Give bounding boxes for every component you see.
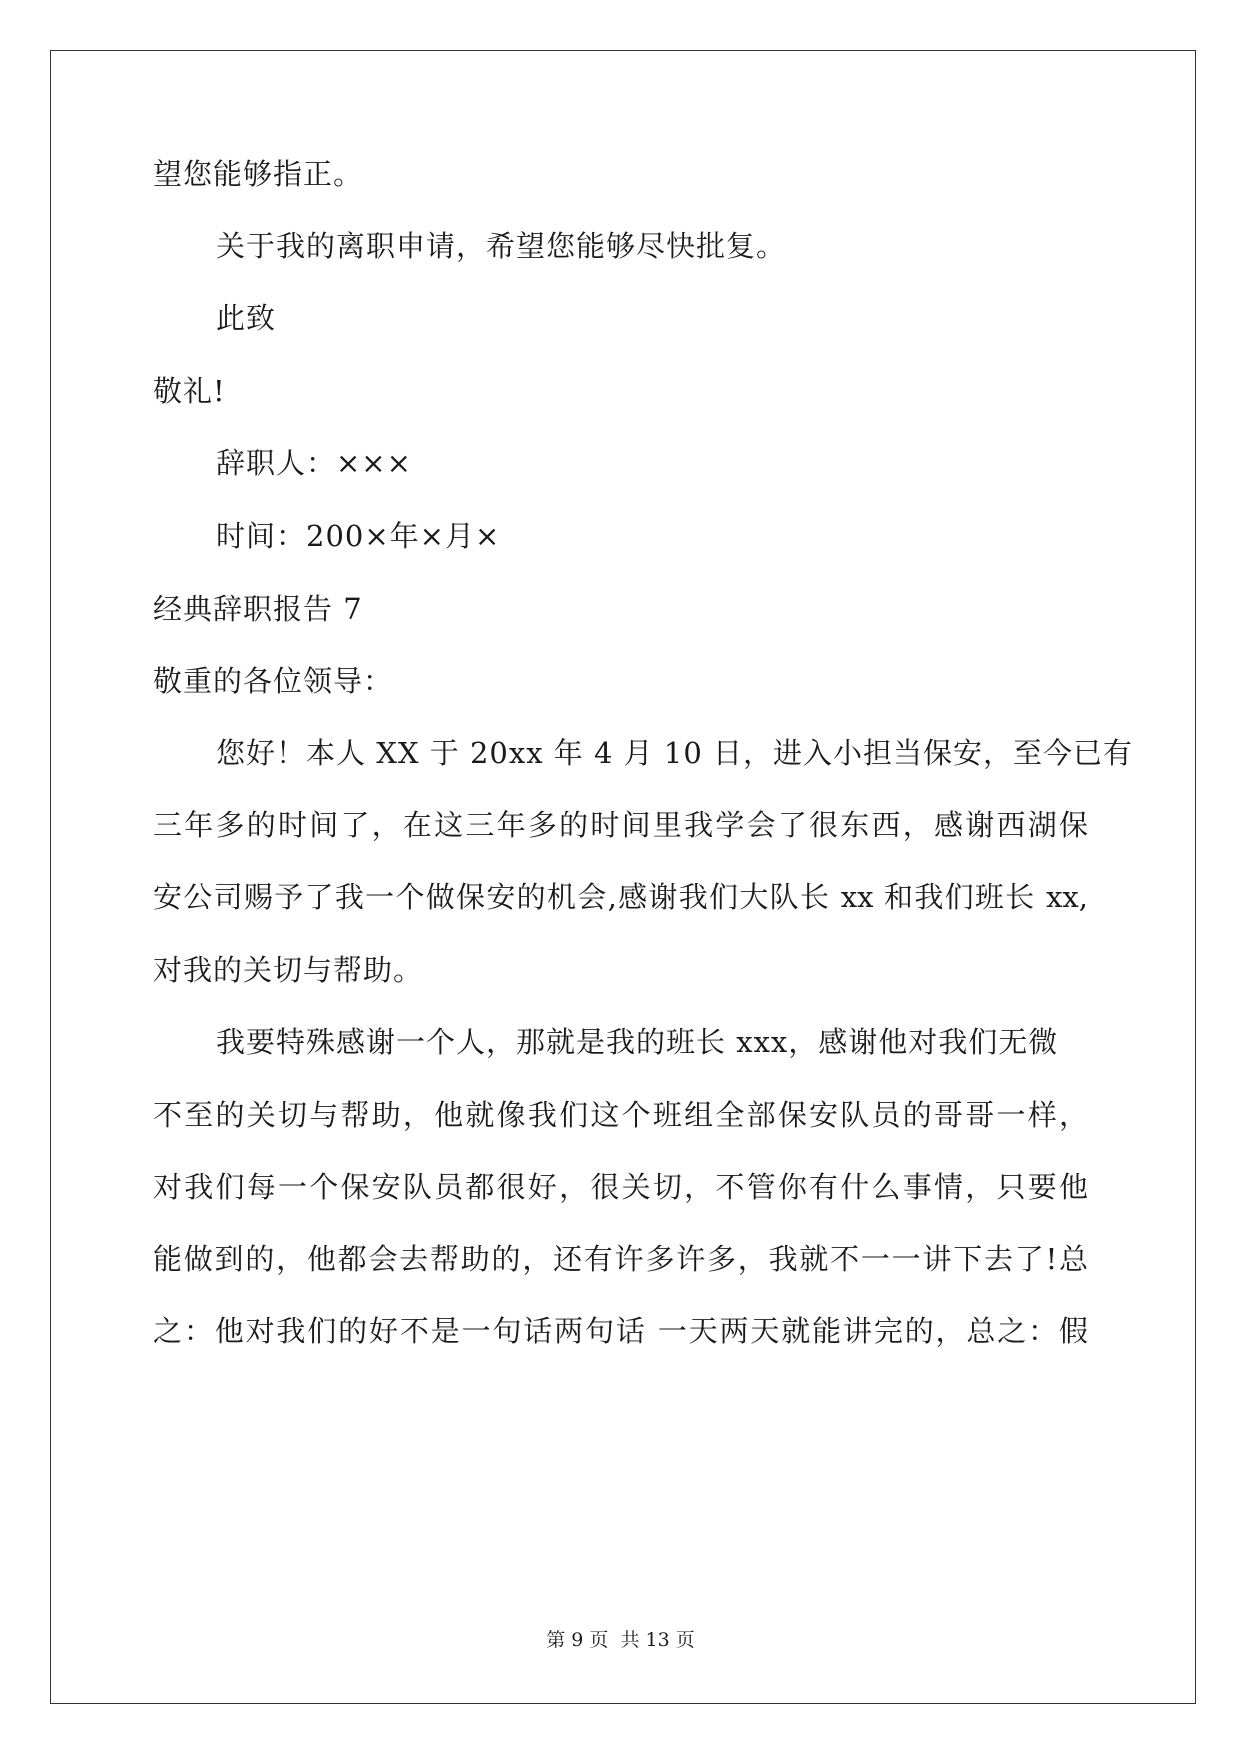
text-line: 望您能够指正。 [153,157,364,191]
page-total: 共 13 页 [620,1629,695,1651]
text-line: 我要特殊感谢一个人，那就是我的班长 xxx，感谢他对我们无微 [216,1025,1059,1059]
text-line: 之：他对我们的好不是一句话两句话 一天两天就能讲完的，总之：假 [153,1314,1088,1348]
closing-salutation: 此致 [216,301,277,335]
page-footer [0,1628,1241,1652]
text-line: 不至的关切与帮助，他就像我们这个班组全部保安队员的哥哥一样， [153,1098,1088,1132]
text-line: 安公司赐予了我一个做保安的机会,感谢我们大队长 xx 和我们班长 xx, [153,880,1088,914]
text-line: 对我们每一个保安队员都很好，很关切，不管你有什么事情，只要他 [153,1170,1088,1204]
text-line: 能做到的，他都会去帮助的，还有许多许多，我就不一一讲下去了!总 [153,1242,1088,1276]
section-heading: 经典辞职报告 7 [153,592,363,626]
text-line: 关于我的离职申请，希望您能够尽快批复。 [216,229,787,263]
date-line: 时间：200×年×月× [216,519,501,553]
page-number: 第 9 页 [546,1629,609,1651]
text-line: 对我的关切与帮助。 [153,953,424,987]
text-line: 三年多的时间了，在这三年多的时间里我学会了很东西，感谢西湖保 [153,808,1088,842]
closing-regards: 敬礼! [153,374,226,408]
signatory-line: 辞职人：××× [216,446,412,480]
greeting-line: 敬重的各位领导： [153,664,394,698]
text-line: 您好！本人 XX 于 20xx 年 4 月 10 日，进入小担当保安，至今已有 [216,736,1134,770]
